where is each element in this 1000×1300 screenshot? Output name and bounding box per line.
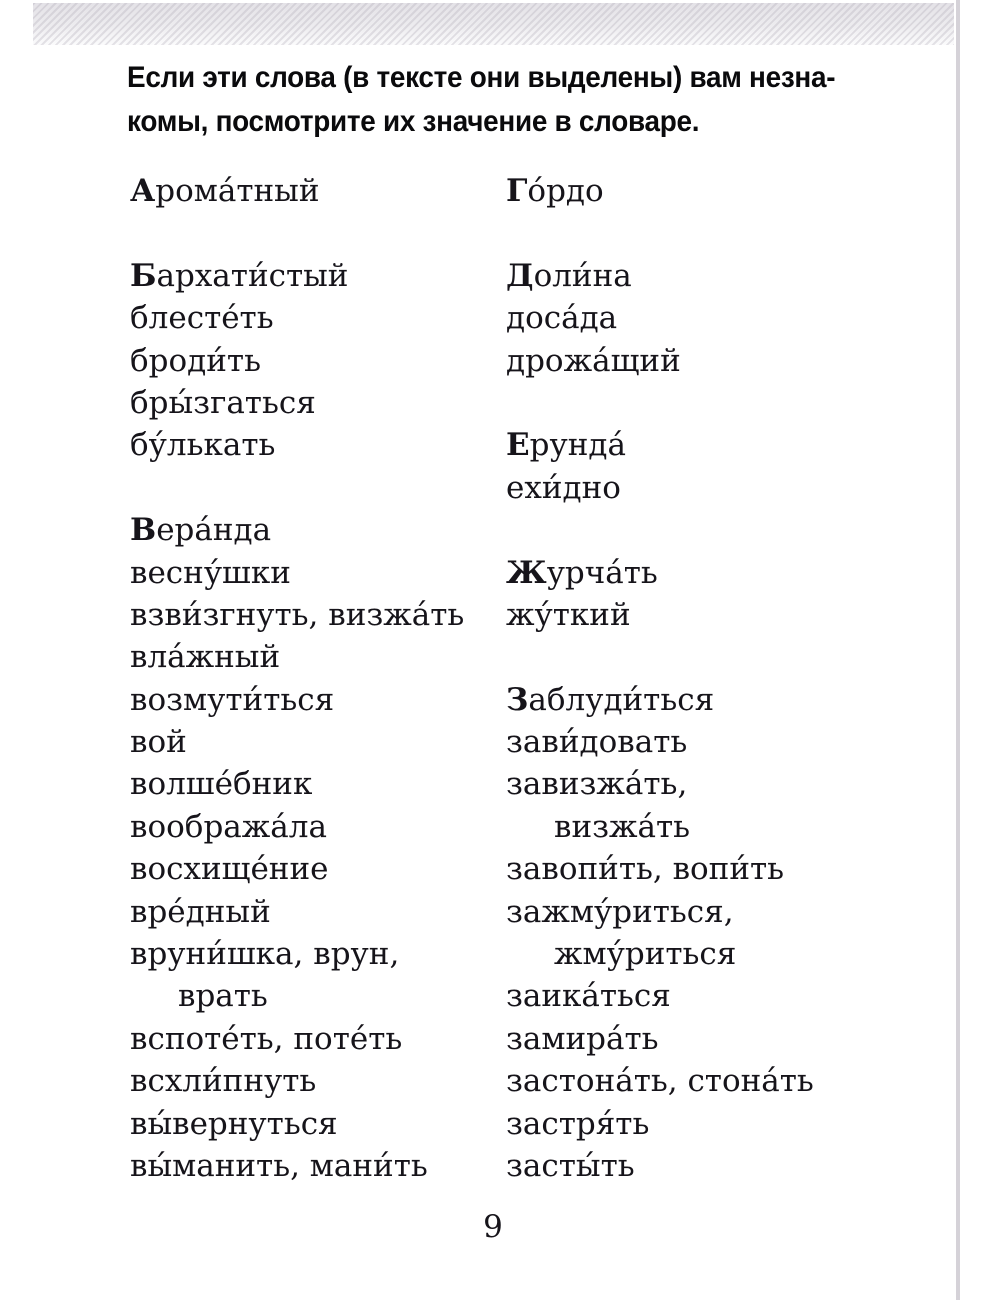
word-entry: Ерунда́: [506, 427, 626, 464]
word-entry: возмути́ться: [130, 681, 335, 718]
word-entry: дрожа́щий: [506, 342, 681, 379]
word-entry: врать: [178, 978, 268, 1015]
word-entry: всхли́пнуть: [130, 1063, 317, 1100]
scan-texture-band: [33, 3, 954, 45]
word-entry: Бархати́стый: [130, 257, 349, 294]
word-entry: Заблуди́ться: [506, 681, 715, 718]
word-entry: Арома́тный: [130, 173, 320, 209]
group-initial-letter: Ж: [506, 554, 547, 591]
group-initial-letter: З: [506, 681, 529, 718]
word-entry: жму́риться: [554, 936, 737, 973]
word-entry: весну́шки: [130, 554, 291, 591]
word-entry: восхище́ние: [130, 851, 329, 888]
word-entry: вла́жный: [130, 639, 281, 676]
word-entry: засты́ть: [506, 1147, 635, 1184]
empty-row: [506, 382, 814, 424]
word-entry: Журча́ть: [506, 554, 658, 591]
word-entry: замира́ть: [506, 1020, 659, 1057]
word-entry: вспоте́ть, поте́ть: [130, 1020, 403, 1057]
word-entry: Вера́нда: [130, 512, 272, 549]
empty-row: [506, 509, 814, 551]
word-entry: жу́ткий: [506, 596, 631, 633]
empty-row: [130, 467, 464, 509]
word-entry: зажму́риться,: [506, 893, 734, 930]
empty-row: [506, 636, 814, 678]
word-entry: броди́ть: [130, 342, 261, 379]
group-initial-letter: Б: [130, 257, 157, 294]
word-entry: Го́рдо: [506, 173, 604, 209]
group-initial-letter: Г: [506, 173, 528, 209]
empty-row: [506, 212, 814, 254]
word-entry: вой: [130, 724, 187, 761]
word-entry: вы́вернуться: [130, 1105, 338, 1142]
group-initial-letter: В: [130, 512, 157, 549]
word-entry: застона́ть, стона́ть: [506, 1063, 814, 1100]
word-entry: вообража́ла: [130, 808, 327, 845]
word-entry: Доли́на: [506, 257, 632, 294]
word-entry: заика́ться: [506, 978, 671, 1015]
word-entry: волше́бник: [130, 766, 313, 803]
instruction-line-1: Если эти слова (в тексте они выделены) вам незна-: [127, 61, 836, 94]
word-entry: ехи́дно: [506, 469, 621, 506]
word-list-left-column: [130, 170, 464, 1187]
word-entry: вруни́шка, врун,: [130, 936, 400, 973]
group-initial-letter: А: [130, 173, 156, 209]
word-entry: зави́довать: [506, 724, 688, 761]
empty-row: [130, 212, 464, 254]
word-entry: доса́да: [506, 300, 618, 337]
word-entry: блесте́ть: [130, 300, 274, 337]
word-entry: бу́лькать: [130, 427, 276, 464]
word-list-right-column: [506, 170, 814, 1187]
word-entry: застря́ть: [506, 1105, 650, 1142]
word-entry: вы́манить, мани́ть: [130, 1147, 428, 1184]
instruction-header: [127, 56, 835, 144]
word-entry: визжа́ть: [554, 808, 691, 845]
scan-edge-line: [956, 0, 960, 1300]
group-initial-letter: Д: [506, 257, 534, 294]
instruction-line-2: комы, посмотрите их значение в словаре.: [127, 105, 700, 138]
word-entry: завизжа́ть,: [506, 766, 688, 803]
word-entry: завопи́ть, вопи́ть: [506, 851, 785, 888]
group-initial-letter: Е: [506, 427, 530, 464]
word-entry: взви́згнуть, визжа́ть: [130, 596, 465, 633]
word-entry: вре́дный: [130, 893, 271, 930]
word-entry: бры́згаться: [130, 384, 316, 421]
page-number: 9: [483, 1209, 503, 1245]
